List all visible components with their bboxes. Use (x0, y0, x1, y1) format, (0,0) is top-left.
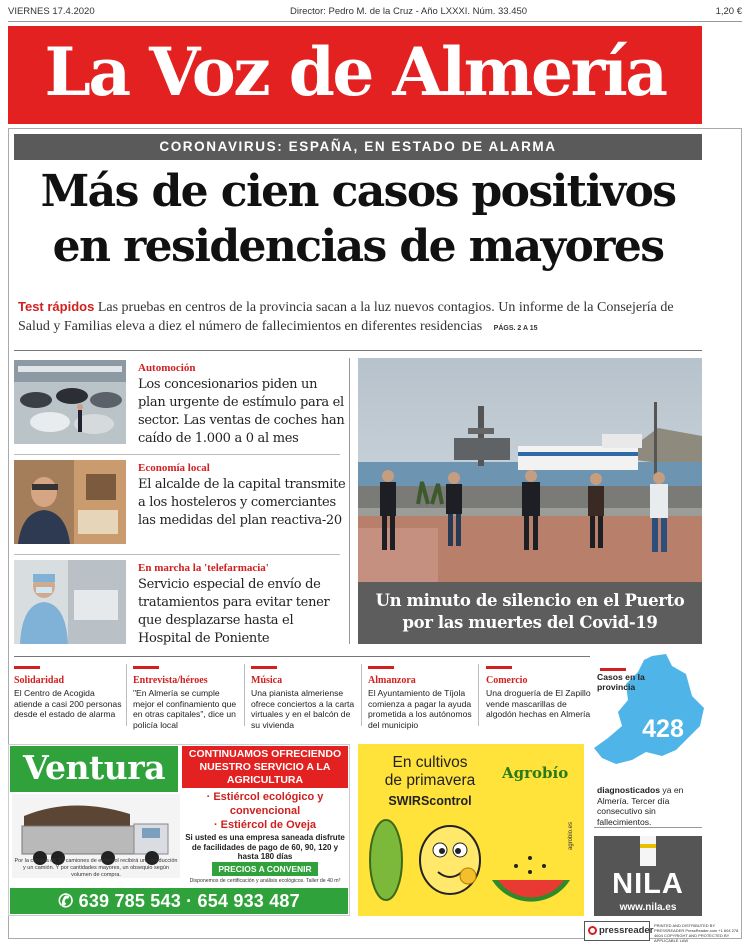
brief-text: El Centro de Acogida atiende a casi 200 personas desde el estado de alarma (14, 688, 122, 720)
story-kicker: Automoción (138, 362, 196, 374)
ventura-logo: Ventura (10, 746, 178, 792)
accent-bar (14, 666, 40, 669)
map-title: Casos en la provincia (597, 672, 645, 692)
ventura-item: · Estiércol de Oveja (213, 819, 317, 831)
divider (14, 350, 702, 351)
map-text-bold: diagnosticados (597, 785, 661, 795)
brief-text: El Ayuntamiento de Tíjola comienza a pagar la ayuda prometida a los autónomos del municipio (368, 688, 472, 730)
subhead-kicker: Test rápidos (18, 299, 95, 314)
main-photo-caption: Un minuto de silencio en el Puerto por las muertes del Covid-19 (375, 591, 685, 632)
story-kicker: Economía local (138, 462, 210, 474)
agrobio-product: SWIRScontrol (388, 794, 472, 808)
lead-headline[interactable] (14, 164, 702, 274)
ventura-phone[interactable]: ✆ 639 785 543 · 654 933 487 (10, 888, 348, 914)
nila-web: www.nila.es (619, 902, 677, 913)
map-text-rest: ya en Almería. Tercer día consecutivo sin fallecimientos. (597, 785, 684, 827)
agrobio-line: de primavera (384, 772, 476, 789)
price: 1,20 € (715, 6, 742, 17)
divider (14, 454, 340, 455)
lead-subhead (18, 297, 702, 338)
agrobio-logo: Agrobío (502, 764, 569, 782)
ventura-small-print: Por la compra de 15 camiones de estiércol recibirá una producción y un camión. Y por cantidades mayores, un obsequio según volumen de compra. (14, 858, 178, 878)
photo-pharmacy (14, 560, 126, 644)
accent-bar (133, 666, 159, 669)
accent-bar (486, 666, 512, 669)
brief-divider (478, 664, 479, 726)
vegetables-illustration (360, 810, 582, 914)
ventura-item: · Estiércol ecológico y convencional (206, 791, 324, 817)
issue-date: VIERNES 17.4.2020 (8, 6, 95, 17)
lead-kicker: CORONAVIRUS: ESPAÑA, EN ESTADO DE ALARMA (14, 134, 702, 160)
masthead-title: La Voz de Almería (44, 33, 666, 111)
story-automocion[interactable] (14, 356, 345, 450)
ventura-offer: Si usted es una empresa saneada disfrute de facilidades de pago de 60, 90, 120 y hasta 180 días (185, 833, 345, 861)
agrobio-tagline (370, 754, 490, 790)
page-reference: PÁGS. 2 A 15 (493, 325, 538, 332)
headline-line-2: en residencias de mayores (52, 221, 664, 272)
masthead[interactable] (8, 26, 702, 124)
pressreader-small-print: PRINTED AND DISTRIBUTED BY PRESSREADER PressReader.com +1 604 278 4604 COPYRIGHT AND PROTECTED BY APPLICABLE LAW (654, 923, 739, 943)
ventura-phone-numbers: 639 785 543 · 654 933 487 (78, 891, 300, 911)
accent-bar (600, 668, 626, 671)
accent-bar (251, 666, 277, 669)
story-economia-local[interactable] (14, 456, 346, 550)
agrobio-line: En cultivos (392, 754, 468, 771)
column-divider (349, 358, 350, 644)
ventura-products (182, 790, 348, 832)
story-text: Servicio especial de envío de tratamientos para evitar tener que desplazarse hasta el Hospital de Poniente (138, 577, 330, 646)
photo-mayor (14, 460, 126, 544)
main-photo-caption-band (358, 582, 702, 644)
brief-kicker: Solidaridad (14, 675, 65, 686)
brief-text: Una droguería de El Zapillo vende mascarillas de algodón hechas en Almería (486, 688, 591, 720)
cases-number: 428 (642, 715, 684, 743)
brief-kicker: Comercio (486, 675, 528, 686)
pressreader-label: pressreader (599, 925, 654, 936)
nila-logo: NILA (612, 868, 684, 900)
ventura-headline: CONTINUAMOS OFRECIENDO NUESTRO SERVICIO A LA AGRICULTURA (182, 746, 348, 788)
story-text: Los concesionarios piden un plan urgente de estímulo para el sector. Las ventas de coches han caído de 1.000 a 0 al mes (138, 377, 345, 446)
credits: Director: Pedro M. de la Cruz - Año LXXXI. Núm. 33.450 (290, 6, 528, 17)
headline-line-1: Más de cien casos positivos (40, 166, 676, 217)
divider (594, 827, 702, 828)
accent-bar (368, 666, 394, 669)
brief-kicker: Almanzora (368, 675, 416, 686)
brief-text: "En Almería se cumple mejor el confinamiento que en otras capitales", dice un policía local (133, 688, 237, 730)
brief-divider (244, 664, 245, 726)
subhead-text: Las pruebas en centros de la provincia sacan a la luz nuevos contagios. Un informe de la Consejería de Salud y Familias eleva a diez el número de fallecimientos en diferentes residencias (18, 300, 674, 334)
brief-kicker: Música (251, 675, 283, 686)
story-kicker: En marcha la 'telefarmacia' (138, 562, 269, 574)
story-text: El alcalde de la capital transmite a los hosteleros y comerciantes las medidas del plan reactiva-20 (138, 477, 346, 528)
map-text (597, 785, 703, 827)
story-telefarmacia[interactable] (14, 556, 340, 650)
divider (8, 21, 742, 22)
pressreader-icon (588, 926, 597, 935)
brief-kicker: Entrevista/héroes (133, 675, 208, 686)
ventura-price-button[interactable]: PRECIOS A CONVENIR (212, 862, 318, 876)
ventura-footnote: Disponemos de certificación y análisis ecológicos. Taller de 40 m³ (189, 878, 341, 884)
brief-text: Una pianista almeriense ofrece conciertos a la carta virtuales y en el balcón de su vivienda (251, 688, 355, 730)
divider (14, 554, 340, 555)
pressreader-badge[interactable] (584, 921, 654, 941)
brief-divider (361, 664, 362, 726)
brief-divider (126, 664, 127, 726)
meta-line (8, 6, 742, 20)
photo-car-dealership (14, 360, 126, 444)
agrobio-web: agrobio.es (568, 821, 574, 850)
divider (14, 656, 590, 657)
